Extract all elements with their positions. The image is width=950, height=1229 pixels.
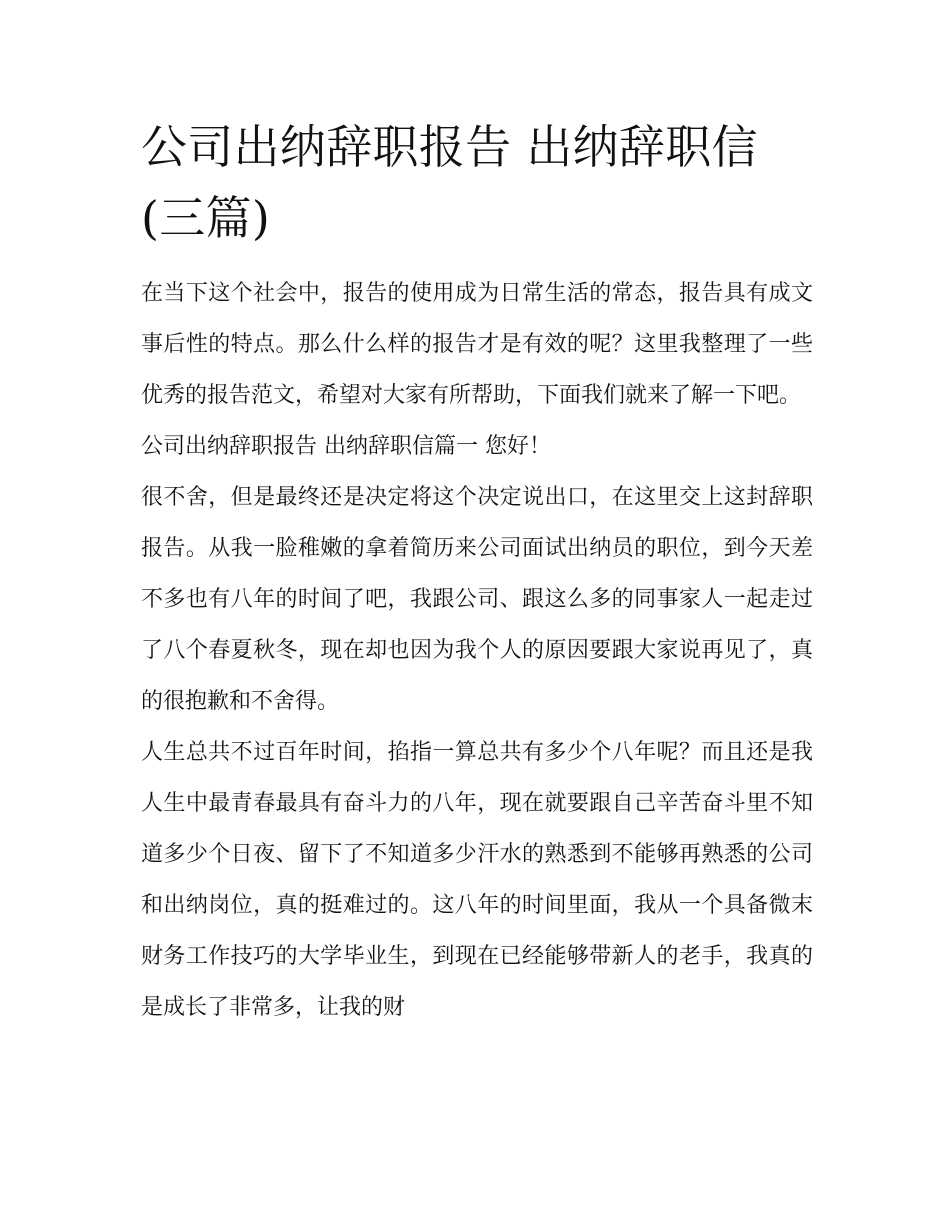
document-title: 公司出纳辞职报告 出纳辞职信(三篇) [141,120,758,245]
body-paragraph: 人生总共不过百年时间，掐指一算总共有多少个八年呢？而且还是我人生中最青春最具有奋斗力的八年，现在就要跟自己辛苦奋斗里不知道多少个日夜、留下了不知道多少汗水的熟悉到不能够再熟悉的公司和出纳岗位，真的挺难过的。这八年的时间里面，我从一个具备微末财务工作技巧的大学毕业生，到现在已经能够带新人的老手，我真的是成长了非常多，让我的财 [141,740,813,1020]
body-paragraph: 很不舍，但是最终还是决定将这个决定说出口，在这里交上这封辞职报告。从我一脸稚嫩的拿着简历来公司面试出纳员的职位，到今天差不多也有八年的时间了吧，我跟公司、跟这么多的同事家人一起走过了八个春夏秋冬，现在却也因为我个人的原因要跟大家说再见了，真的很抱歉和不舍得。 [141,485,813,714]
section-heading-paragraph: 公司出纳辞职报告 出纳辞职信篇一 您好！ [141,434,551,459]
document-page [141,112,813,1033]
intro-paragraph: 在当下这个社会中，报告的使用成为日常生活的常态，报告具有成文事后性的特点。那么什么样的报告才是有效的呢？这里我整理了一些优秀的报告范文，希望对大家有所帮助，下面我们就来了解一下吧。 [141,281,813,408]
